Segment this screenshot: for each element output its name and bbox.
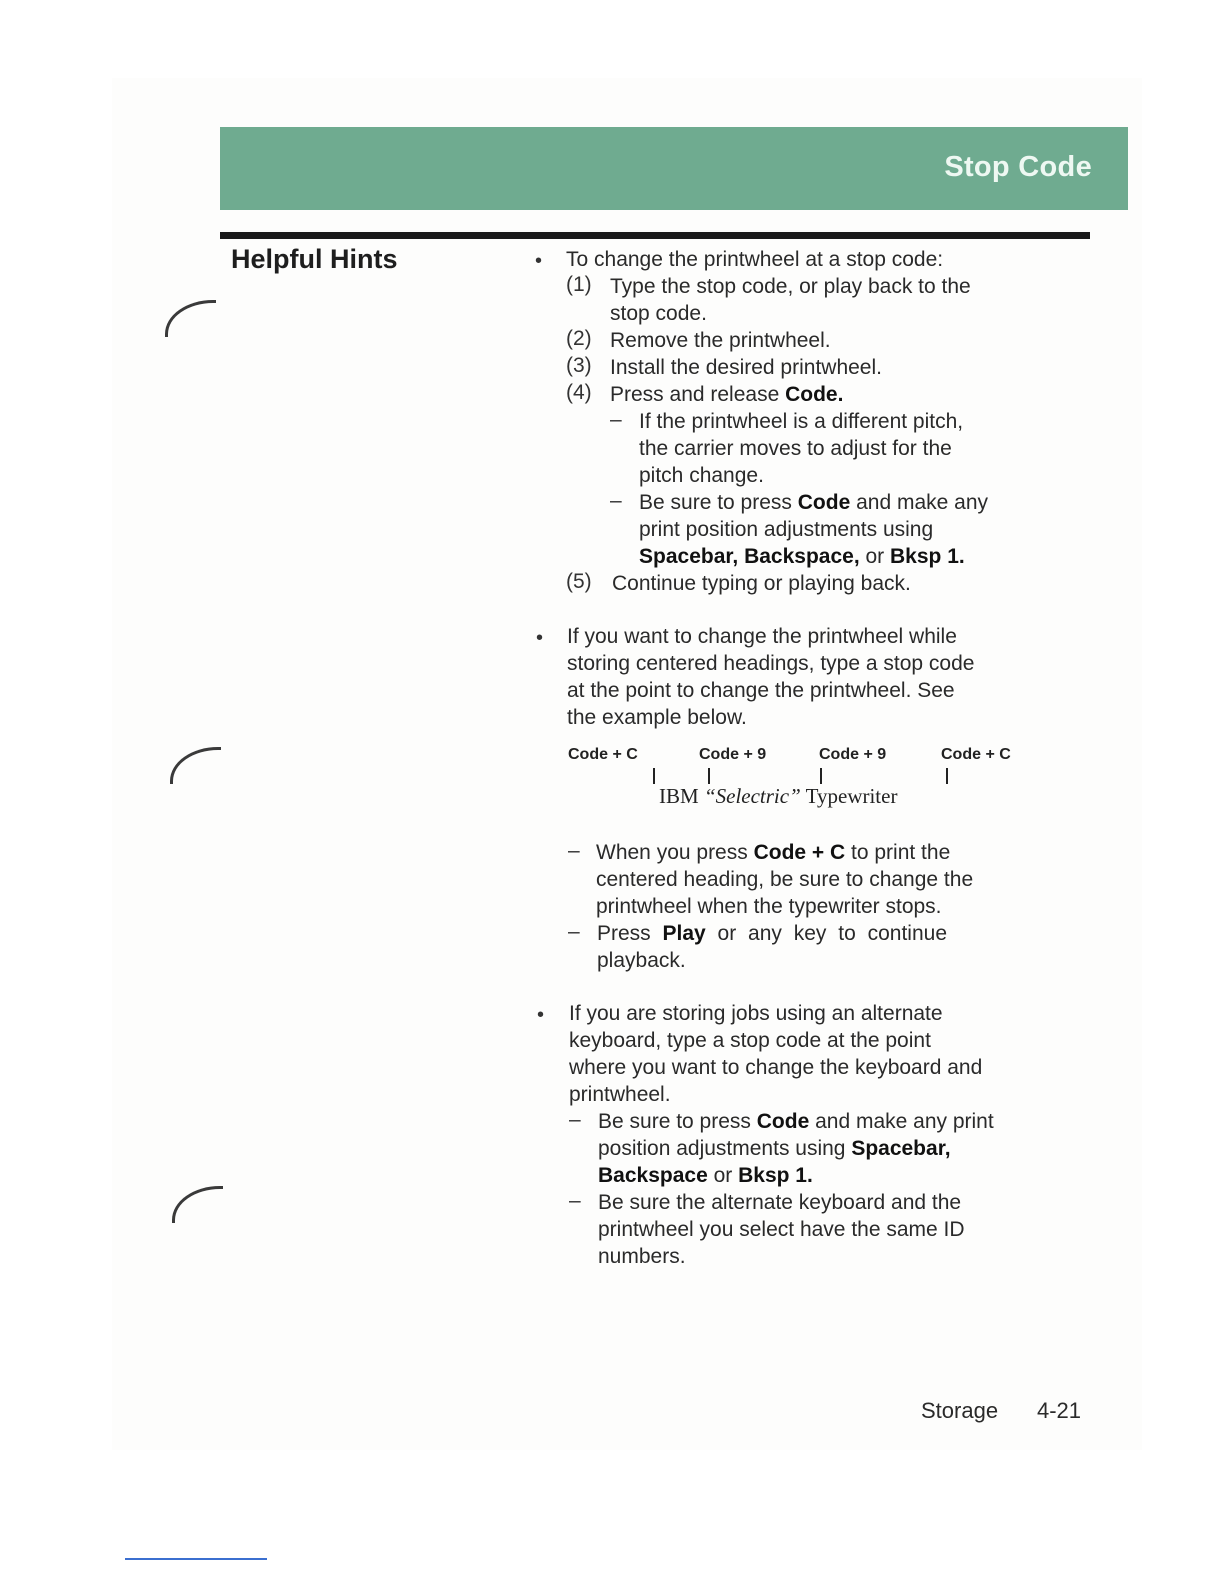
example-code: Code + C — [568, 746, 638, 763]
step-number: (1) — [566, 273, 592, 296]
sub-1-line-3: pitch change. — [639, 464, 764, 487]
key-code: Code — [756, 1110, 810, 1133]
hint-2-line-3: at the point to change the printwheel. See — [567, 679, 955, 702]
key-spacebar: Spacebar, — [851, 1137, 951, 1160]
bullet: • — [535, 250, 543, 272]
dash: – — [568, 839, 580, 862]
hint-2-dash-1-line-3: printwheel when the typewriter stops. — [596, 895, 942, 918]
text-run: and make any — [850, 491, 989, 514]
example-marker — [653, 768, 655, 784]
text-run: When you press — [596, 841, 754, 864]
text-run: IBM — [659, 784, 704, 808]
key-bksp: Bksp 1. — [890, 545, 965, 568]
hint-3-line-4: printwheel. — [569, 1083, 671, 1106]
text-run: and make any print — [809, 1110, 994, 1133]
bullet: • — [537, 1004, 545, 1026]
text-run: or — [859, 545, 891, 568]
example-marker — [820, 768, 822, 784]
sub-2-line-2: print position adjustments using — [639, 518, 934, 541]
hint-2-line-1: If you want to change the printwheel while — [567, 625, 957, 648]
hint-3-line-1: If you are storing jobs using an alternate — [569, 1002, 943, 1025]
dash: – — [569, 1108, 581, 1131]
key-code: Code. — [785, 383, 844, 406]
step-number: (4) — [566, 381, 592, 404]
hint-3-line-3: where you want to change the keyboard and — [569, 1056, 983, 1079]
key-backspace: Backspace, — [744, 545, 860, 568]
sub-2-line-1 — [639, 489, 988, 516]
dash: – — [610, 489, 622, 512]
sub-2-line-3 — [639, 543, 965, 570]
step-number: (5) — [566, 570, 592, 593]
step-5: Continue typing or playing back. — [612, 572, 911, 595]
example-marker — [708, 768, 710, 784]
heading-rule — [220, 232, 1090, 239]
hint-2-dash-1-line-1 — [596, 839, 950, 866]
key-code: Code — [797, 491, 851, 514]
sub-1-line-2: the carrier moves to adjust for the — [639, 437, 952, 460]
text-run: or — [707, 1164, 739, 1187]
dash: – — [569, 1189, 581, 1212]
step-4 — [610, 381, 843, 408]
footer-section: Storage — [921, 1398, 999, 1423]
hint-3-dash-2-line-1: Be sure the alternate keyboard and the — [598, 1191, 962, 1214]
dash: – — [568, 920, 580, 943]
side-heading: Helpful Hints — [231, 244, 398, 274]
hint-3-dash-1-line-3 — [598, 1162, 813, 1189]
key-play: Play — [662, 922, 706, 945]
sub-1-line-1: If the printwheel is a different pitch, — [639, 410, 964, 433]
key-spacebar: Spacebar, — [639, 545, 739, 568]
step-3: Install the desired printwheel. — [610, 356, 882, 379]
bottom-rule — [125, 1558, 267, 1560]
hint-3-dash-1-line-2 — [598, 1135, 951, 1162]
hint-2-dash-2-line-2: playback. — [597, 949, 686, 972]
text-run: Press and release — [610, 383, 786, 406]
hint-2-dash-1-line-2: centered heading, be sure to change the — [596, 868, 974, 891]
text-run: Be sure to press — [598, 1110, 757, 1133]
example-code: Code + 9 — [819, 746, 887, 763]
hint-2-line-2: storing centered headings, type a stop code — [567, 652, 975, 675]
dash: – — [610, 408, 622, 431]
key-bksp: Bksp 1. — [738, 1164, 813, 1187]
step-number: (2) — [566, 327, 592, 350]
hint-3-line-2: keyboard, type a stop code at the point — [569, 1029, 931, 1052]
text-run: position adjustments using — [598, 1137, 852, 1160]
key-code: Code + C — [753, 841, 846, 864]
hint-2-dash-2-line-1 — [597, 920, 947, 947]
hint-1-intro: To change the printwheel at a stop code: — [566, 248, 944, 271]
hint-2-line-4: the example below. — [567, 706, 747, 729]
step-number: (3) — [566, 354, 592, 377]
key-backspace: Backspace — [598, 1164, 708, 1187]
text-run: Typewriter — [800, 784, 898, 808]
hint-3-dash-1-line-1 — [598, 1108, 994, 1135]
step-1-line-2: stop code. — [610, 302, 707, 325]
text-run: to print the — [845, 841, 951, 864]
example-code: Code + 9 — [699, 746, 767, 763]
section-banner — [220, 127, 1128, 210]
footer-page-number: 4-21 — [1037, 1398, 1082, 1423]
bullet: • — [536, 627, 544, 649]
example-code: Code + C — [941, 746, 1011, 763]
example-heading-text — [659, 784, 897, 809]
section-title: Stop Code — [944, 151, 1092, 183]
hint-3-dash-2-line-2: printwheel you select have the same ID — [598, 1218, 965, 1241]
step-1-line-1: Type the stop code, or play back to the — [610, 275, 971, 298]
text-run: “Selectric” — [703, 784, 801, 808]
example-marker — [946, 768, 948, 784]
text-run: or any key to continue — [705, 922, 948, 945]
text-run: Press — [597, 922, 663, 945]
text-run: Be sure to press — [639, 491, 798, 514]
hint-3-dash-2-line-3: numbers. — [598, 1245, 686, 1268]
step-2: Remove the printwheel. — [610, 329, 831, 352]
